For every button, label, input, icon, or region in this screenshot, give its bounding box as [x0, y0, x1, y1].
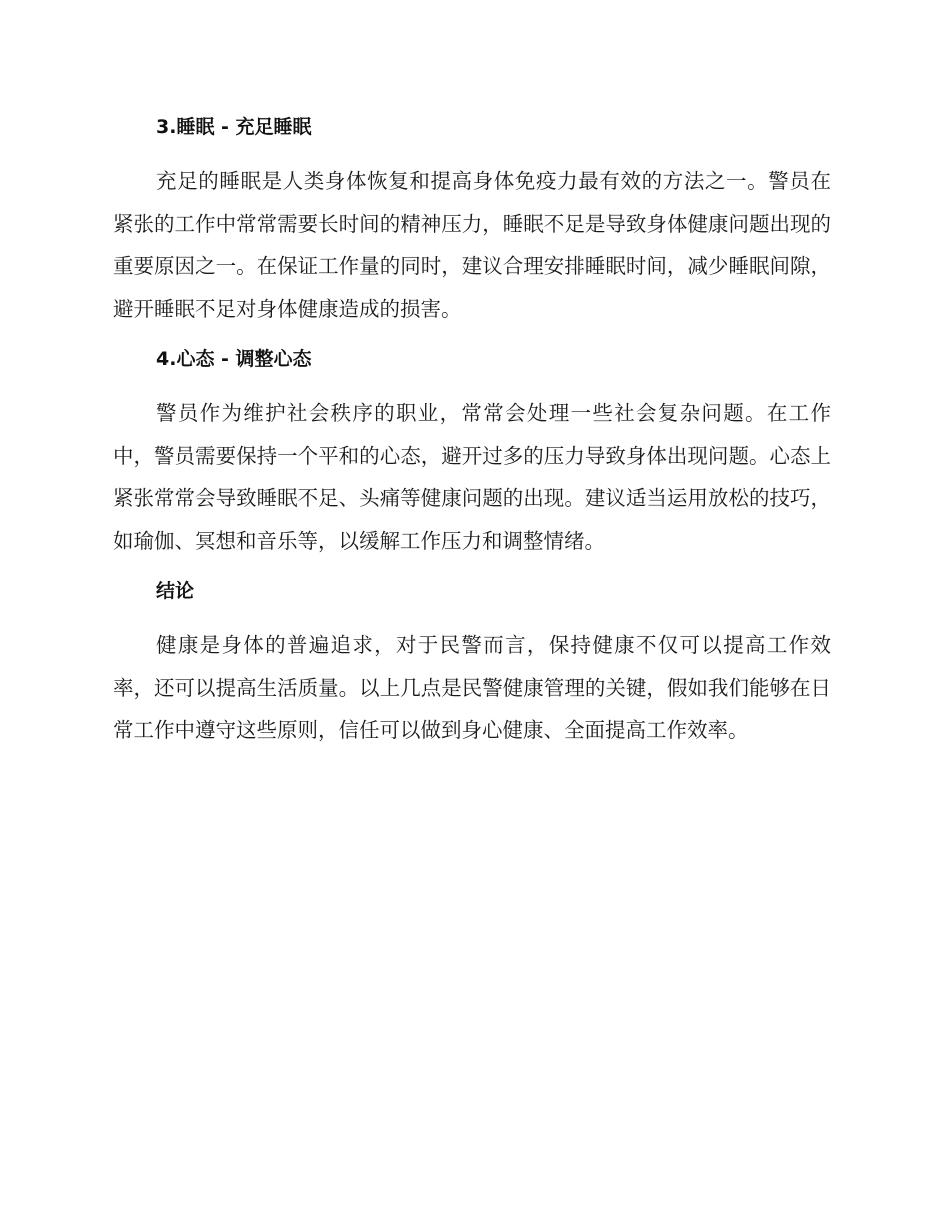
- document-body: [113, 110, 831, 764]
- section-heading-mindset: 4.心态 - 调整心态: [156, 348, 312, 370]
- section-paragraph-conclusion: 健康是身体的普遍追求，对于民警而言，保持健康不仅可以提高工作效率，还可以提高生活质量。以上几点是民警健康管理的关键，假如我们能够在日常工作中遵守这些原则，信任可以做到身心健康、全面提高工作效率。: [113, 633, 831, 742]
- section-heading-sleep: 3.睡眠 - 充足睡眠: [156, 116, 312, 138]
- section-paragraph-sleep: 充足的睡眠是人类身体恢复和提高身体免疫力最有效的方法之一。警员在紧张的工作中常常需要长时间的精神压力，睡眠不足是导致身体健康问题出现的重要原因之一。在保证工作量的同时，建议合理安排睡眠时间，减少睡眠间隙，避开睡眠不足对身体健康造成的损害。: [113, 169, 831, 321]
- section-heading-conclusion: 结论: [156, 580, 195, 602]
- section-paragraph-mindset: 警员作为维护社会秩序的职业，常常会处理一些社会复杂问题。在工作中，警员需要保持一个平和的心态，避开过多的压力导致身体出现问题。心态上紧张常常会导致睡眠不足、头痛等健康问题的出现。建议适当运用放松的技巧，如瑜伽、冥想和音乐等，以缓解工作压力和调整情绪。: [113, 401, 831, 553]
